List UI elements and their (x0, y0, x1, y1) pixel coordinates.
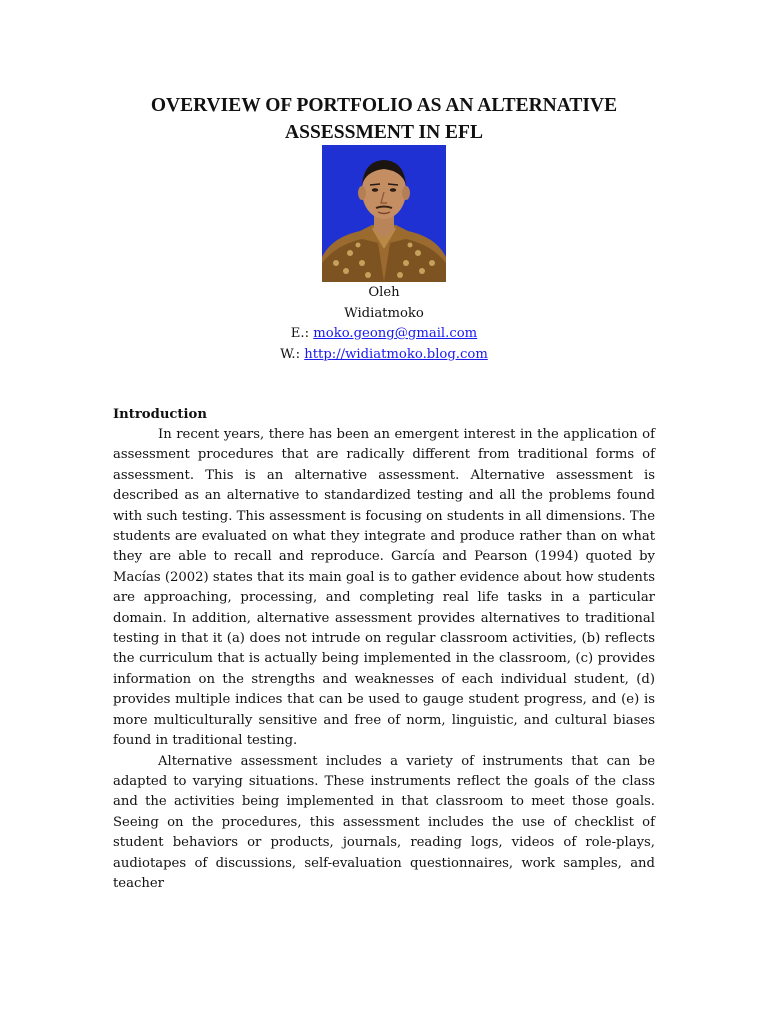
paragraph: Alternative assessment includes a variety of instruments that can be adapted to varying situations. These instruments reflect the goals of the class and the activities being implemented in that classroom to meet those goals. Seeing on the procedures, this assessment includes the use of checklist of student behaviors or products, journals, reading logs, videos of role-plays, audiotapes of discussions, self-evaluation questionnaires, work samples, and teacher (113, 753, 655, 891)
document-title: OVERVIEW OF PORTFOLIO AS AN ALTERNATIVE ASSESSMENT IN EFL (150, 95, 618, 143)
web-link[interactable]: http://widiatmoko.blog.com (304, 346, 488, 362)
author-name: Widiatmoko (344, 305, 424, 321)
introduction-body (113, 425, 655, 894)
section-heading-introduction: Introduction (113, 407, 207, 422)
email-line (150, 324, 618, 345)
email-link[interactable]: moko.geong@gmail.com (313, 326, 478, 341)
web-label: W.: (280, 346, 305, 362)
email-label: E.: (290, 326, 314, 341)
author-portrait-image (322, 145, 446, 282)
paragraph: In recent years, there has been an emergent interest in the application of assessment procedures that are radically different from traditional forms of assessment. This is an alternative assessment. Alternative assessment is described as an alternative to standardized testing and all the problems found with such testing. This assessment is focusing on students in all dimensions. The students are evaluated on what they integrate and produce rather than on what they are able to recall and reproduce. García and Pearson (1994) quoted by Macías (2002) states that its main goal is to gather evidence about how students are approaching, processing, and completing real life tasks in a particular domain. In addition, alternative assessment provides alternatives to traditional testing in that it (a) does not intrude on regular classroom activities, (b) reflects the curriculum that is actually being implemented in the classroom, (c) provides information on the strengths and weaknesses of each individual student, (d) provides multiple indices that can be used to gauge student progress, and (e) is more multiculturally sensitive and free of norm, linguistic, and cultural biases found in traditional testing. (113, 427, 655, 749)
author-info (150, 283, 618, 365)
author-prefix: Oleh (368, 285, 400, 300)
author-photo (322, 145, 446, 282)
web-line (150, 345, 618, 366)
